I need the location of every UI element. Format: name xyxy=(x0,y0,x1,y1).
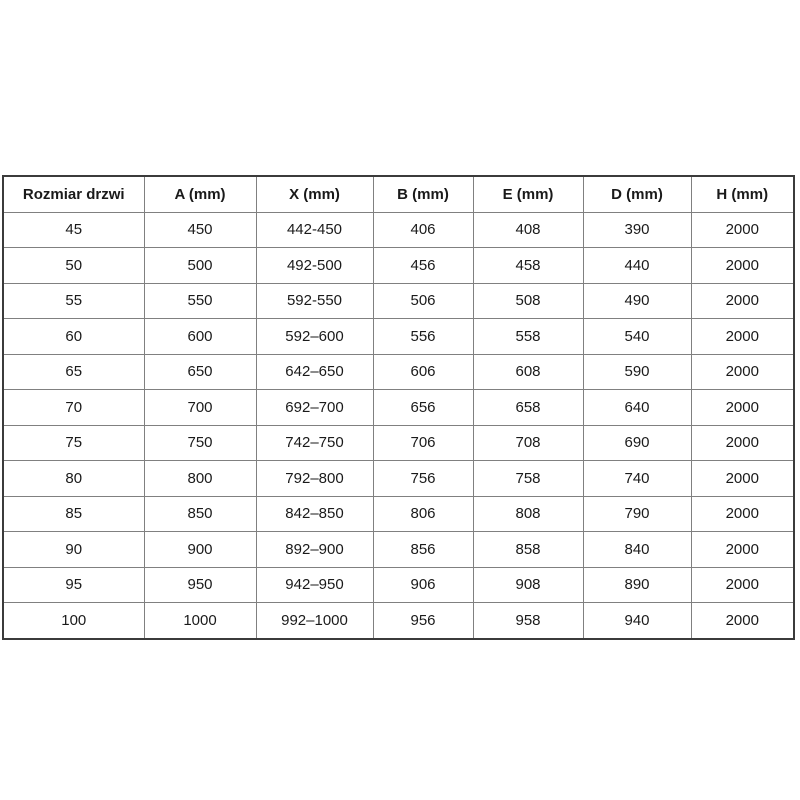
table-cell: 2000 xyxy=(691,354,794,390)
table-row xyxy=(3,248,794,284)
table-row xyxy=(3,532,794,568)
table-row xyxy=(3,567,794,603)
table-cell: 50 xyxy=(3,248,144,284)
column-header: H (mm) xyxy=(691,176,794,212)
table-cell: 658 xyxy=(473,390,583,426)
table-cell: 690 xyxy=(583,425,691,461)
table-cell: 792–800 xyxy=(256,461,373,497)
table-cell: 942–950 xyxy=(256,567,373,603)
table-cell: 708 xyxy=(473,425,583,461)
table-cell: 592-550 xyxy=(256,283,373,319)
table-cell: 592–600 xyxy=(256,319,373,355)
table-cell: 2000 xyxy=(691,603,794,639)
table-cell: 55 xyxy=(3,283,144,319)
table-cell: 958 xyxy=(473,603,583,639)
column-header: X (mm) xyxy=(256,176,373,212)
table-cell: 540 xyxy=(583,319,691,355)
table-cell: 60 xyxy=(3,319,144,355)
table-cell: 890 xyxy=(583,567,691,603)
table-cell: 390 xyxy=(583,212,691,248)
table-cell: 590 xyxy=(583,354,691,390)
table-cell: 490 xyxy=(583,283,691,319)
table-cell: 906 xyxy=(373,567,473,603)
table-cell: 800 xyxy=(144,461,256,497)
table-cell: 742–750 xyxy=(256,425,373,461)
table-cell: 556 xyxy=(373,319,473,355)
column-header: E (mm) xyxy=(473,176,583,212)
table-cell: 940 xyxy=(583,603,691,639)
table-cell: 508 xyxy=(473,283,583,319)
table-cell: 956 xyxy=(373,603,473,639)
table-cell: 85 xyxy=(3,496,144,532)
table-cell: 2000 xyxy=(691,212,794,248)
table-cell: 850 xyxy=(144,496,256,532)
table-cell: 100 xyxy=(3,603,144,639)
table-cell: 406 xyxy=(373,212,473,248)
table-cell: 706 xyxy=(373,425,473,461)
table-cell: 558 xyxy=(473,319,583,355)
table-row xyxy=(3,283,794,319)
column-header: B (mm) xyxy=(373,176,473,212)
table-cell: 600 xyxy=(144,319,256,355)
table-cell: 95 xyxy=(3,567,144,603)
table-cell: 892–900 xyxy=(256,532,373,568)
table-cell: 450 xyxy=(144,212,256,248)
table-cell: 808 xyxy=(473,496,583,532)
size-table-container xyxy=(2,175,795,640)
column-header: D (mm) xyxy=(583,176,691,212)
table-cell: 900 xyxy=(144,532,256,568)
table-cell: 840 xyxy=(583,532,691,568)
table-cell: 70 xyxy=(3,390,144,426)
table-cell: 992–1000 xyxy=(256,603,373,639)
table-cell: 640 xyxy=(583,390,691,426)
table-cell: 80 xyxy=(3,461,144,497)
table-cell: 692–700 xyxy=(256,390,373,426)
table-cell: 2000 xyxy=(691,532,794,568)
table-row xyxy=(3,603,794,639)
table-cell: 500 xyxy=(144,248,256,284)
table-cell: 842–850 xyxy=(256,496,373,532)
table-row xyxy=(3,319,794,355)
table-cell: 456 xyxy=(373,248,473,284)
table-cell: 506 xyxy=(373,283,473,319)
table-cell: 492-500 xyxy=(256,248,373,284)
table-cell: 2000 xyxy=(691,390,794,426)
table-cell: 75 xyxy=(3,425,144,461)
column-header: Rozmiar drzwi xyxy=(3,176,144,212)
table-cell: 408 xyxy=(473,212,583,248)
table-cell: 550 xyxy=(144,283,256,319)
table-cell: 2000 xyxy=(691,248,794,284)
table-cell: 458 xyxy=(473,248,583,284)
table-cell: 700 xyxy=(144,390,256,426)
table-row xyxy=(3,461,794,497)
table-row xyxy=(3,354,794,390)
table-cell: 750 xyxy=(144,425,256,461)
table-row xyxy=(3,425,794,461)
table-cell: 2000 xyxy=(691,567,794,603)
table-cell: 642–650 xyxy=(256,354,373,390)
table-cell: 908 xyxy=(473,567,583,603)
table-cell: 606 xyxy=(373,354,473,390)
table-cell: 758 xyxy=(473,461,583,497)
table-cell: 608 xyxy=(473,354,583,390)
table-row xyxy=(3,390,794,426)
table-cell: 806 xyxy=(373,496,473,532)
table-cell: 440 xyxy=(583,248,691,284)
header-row xyxy=(3,176,794,212)
table-cell: 2000 xyxy=(691,496,794,532)
table-cell: 1000 xyxy=(144,603,256,639)
table-row xyxy=(3,496,794,532)
table-cell: 2000 xyxy=(691,425,794,461)
table-cell: 2000 xyxy=(691,283,794,319)
table-cell: 790 xyxy=(583,496,691,532)
table-cell: 2000 xyxy=(691,319,794,355)
table-cell: 740 xyxy=(583,461,691,497)
table-cell: 756 xyxy=(373,461,473,497)
table-cell: 65 xyxy=(3,354,144,390)
table-cell: 950 xyxy=(144,567,256,603)
table-body xyxy=(3,212,794,639)
table-cell: 656 xyxy=(373,390,473,426)
table-row xyxy=(3,212,794,248)
door-size-table xyxy=(2,175,795,640)
table-cell: 650 xyxy=(144,354,256,390)
table-header xyxy=(3,176,794,212)
column-header: A (mm) xyxy=(144,176,256,212)
table-cell: 2000 xyxy=(691,461,794,497)
table-cell: 858 xyxy=(473,532,583,568)
table-cell: 45 xyxy=(3,212,144,248)
table-cell: 90 xyxy=(3,532,144,568)
table-cell: 856 xyxy=(373,532,473,568)
table-cell: 442-450 xyxy=(256,212,373,248)
